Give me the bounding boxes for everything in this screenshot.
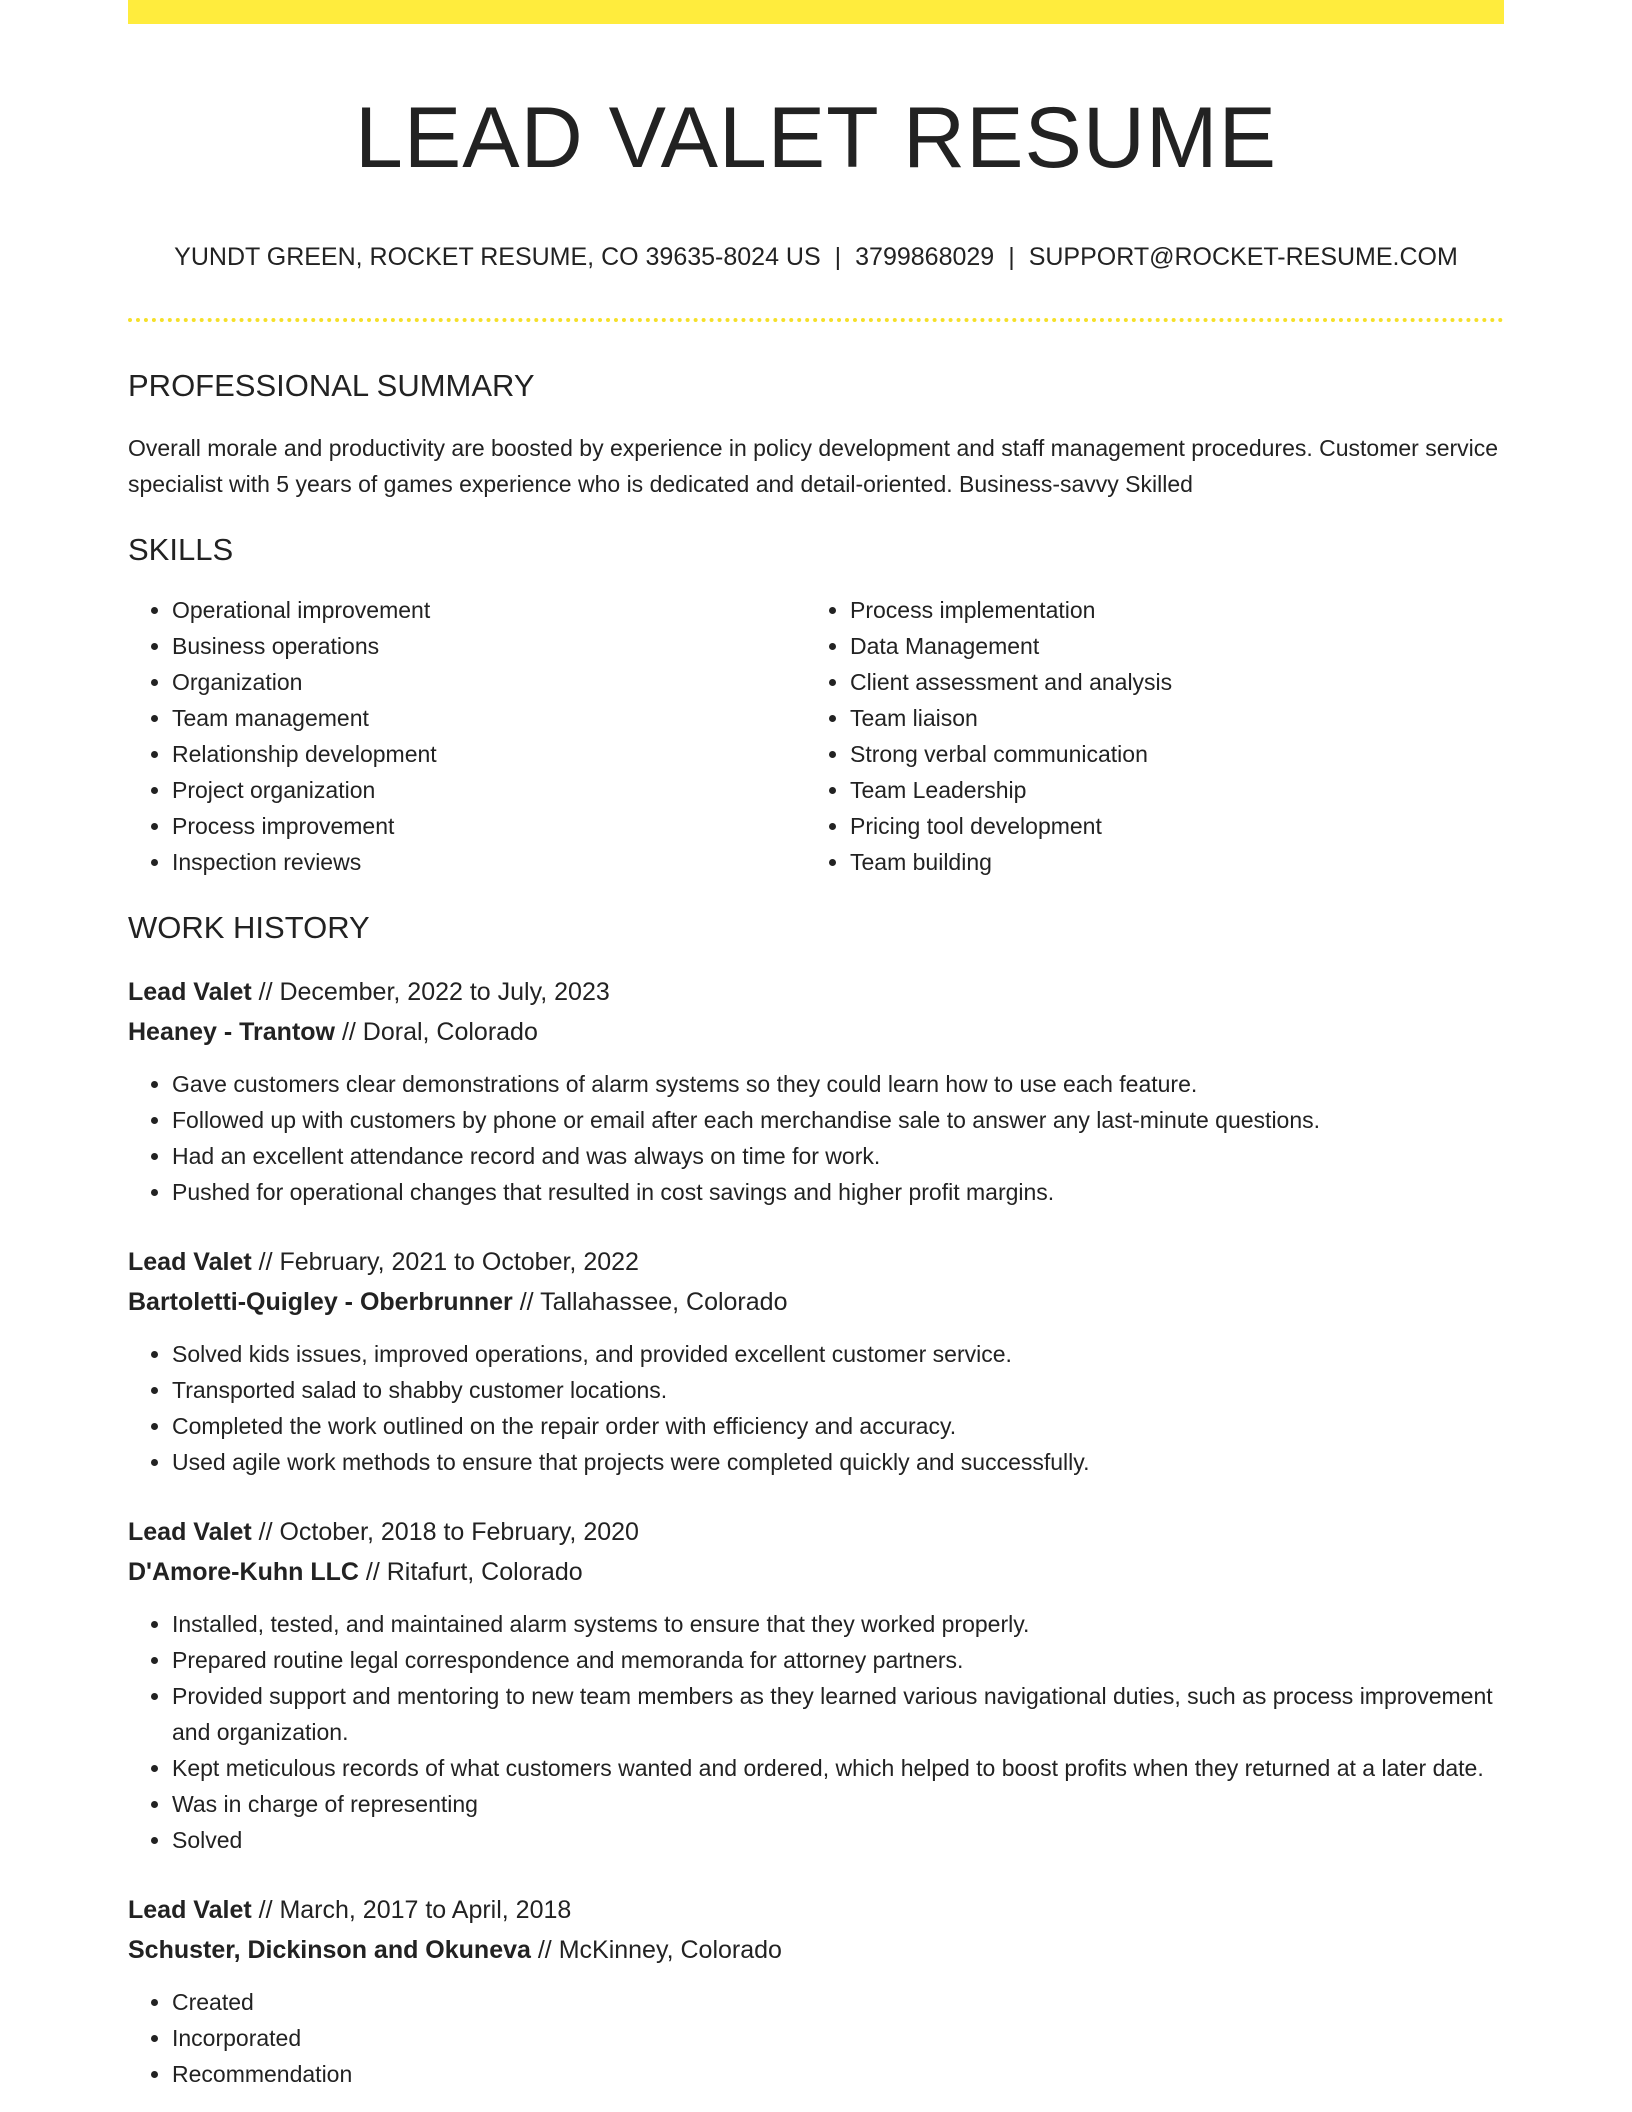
work-history-heading: WORK HISTORY [128, 910, 370, 945]
job-title: Lead Valet [128, 1896, 252, 1924]
skill-item: • Business operations [172, 628, 806, 664]
job-bullets [128, 1606, 1504, 1858]
job-entry [128, 972, 1504, 1210]
job-location: // McKinney, Colorado [530, 1936, 782, 1964]
job-company: Bartoletti-Quigley - Oberbrunner [128, 1288, 513, 1316]
job-dates: // February, 2021 to October, 2022 [251, 1248, 639, 1276]
skill-item: • Client assessment and analysis [850, 664, 1484, 700]
skill-item: • Pricing tool development [850, 808, 1484, 844]
job-bullet: • Pushed for operational changes that resulted in cost savings and higher profit margins. [172, 1174, 1504, 1210]
job-entry [128, 1890, 1504, 2092]
summary-heading: PROFESSIONAL SUMMARY [128, 368, 535, 403]
skill-item: • Relationship development [172, 736, 806, 772]
job-bullet: • Completed the work outlined on the repair order with efficiency and accuracy. [172, 1408, 1504, 1444]
job-bullets [128, 1066, 1504, 1210]
job-dates: // March, 2017 to April, 2018 [251, 1896, 572, 1924]
job-bullet: • Installed, tested, and maintained alarm systems to ensure that they worked properly. [172, 1606, 1504, 1642]
job-bullet: • Gave customers clear demonstrations of alarm systems so they could learn how to use each feature. [172, 1066, 1504, 1102]
skill-item: • Strong verbal communication [850, 736, 1484, 772]
job-location: // Tallahassee, Colorado [512, 1288, 788, 1316]
resume-page [128, 0, 1504, 2092]
job-title: Lead Valet [128, 1248, 252, 1276]
skill-item: • Organization [172, 664, 806, 700]
job-role-line [128, 1890, 1504, 1930]
job-bullet: • Transported salad to shabby customer locations. [172, 1372, 1504, 1408]
contact-address: YUNDT GREEN, ROCKET RESUME, CO 39635-8024 US [174, 243, 821, 271]
skill-item: • Operational improvement [172, 592, 806, 628]
job-role-line [128, 1242, 1504, 1282]
skill-item: • Project organization [172, 772, 806, 808]
job-role-line [128, 972, 1504, 1012]
contact-separator: | [834, 243, 842, 271]
job-bullet: • Used agile work methods to ensure that projects were completed quickly and successfully. [172, 1444, 1504, 1480]
job-location: // Doral, Colorado [335, 1018, 538, 1046]
job-title: Lead Valet [128, 1518, 252, 1546]
skills-heading: SKILLS [128, 532, 234, 567]
job-bullet: • Incorporated [172, 2020, 1504, 2056]
job-dates: // October, 2018 to February, 2020 [251, 1518, 639, 1546]
job-dates: // December, 2022 to July, 2023 [251, 978, 610, 1006]
job-bullet: • Kept meticulous records of what customers wanted and ordered, which helped to boost profits when they returned at a later date. [172, 1750, 1504, 1786]
job-company: Heaney - Trantow [128, 1018, 335, 1046]
job-title: Lead Valet [128, 978, 252, 1006]
job-location: // Ritafurt, Colorado [358, 1558, 583, 1586]
job-bullet: • Solved [172, 1822, 1504, 1858]
job-entry [128, 1242, 1504, 1480]
skill-item: • Process implementation [850, 592, 1484, 628]
job-bullet: • Was in charge of representing [172, 1786, 1504, 1822]
job-bullet: • Followed up with customers by phone or email after each merchandise sale to answer any last-minute questions. [172, 1102, 1504, 1138]
job-bullet: • Created [172, 1984, 1504, 2020]
job-bullet: • Solved kids issues, improved operations, and provided excellent customer service. [172, 1336, 1504, 1372]
skill-item: • Team management [172, 700, 806, 736]
job-entry [128, 1512, 1504, 1858]
accent-top-bar [128, 0, 1504, 24]
dotted-divider [128, 318, 1504, 322]
skills-list-right [806, 592, 1484, 880]
skill-item: • Team Leadership [850, 772, 1484, 808]
job-bullet: • Recommendation [172, 2056, 1504, 2092]
skill-item: • Data Management [850, 628, 1484, 664]
resume-title: LEAD VALET RESUME [355, 90, 1277, 186]
contact-separator: | [1008, 243, 1015, 271]
job-company-line [128, 1930, 1504, 1970]
job-bullet: • Prepared routine legal correspondence and memoranda for attorney partners. [172, 1642, 1504, 1678]
job-bullets [128, 1336, 1504, 1480]
job-bullet: • Provided support and mentoring to new team members as they learned various navigational duties, such as process improvement and organization. [172, 1678, 1504, 1750]
contact-line [128, 240, 1504, 274]
job-company-line [128, 1552, 1504, 1592]
skill-item: • Team liaison [850, 700, 1484, 736]
skills-list-left [128, 592, 806, 880]
skills-columns [128, 592, 1504, 880]
job-bullet: • Had an excellent attendance record and was always on time for work. [172, 1138, 1504, 1174]
contact-email: SUPPORT@ROCKET-RESUME.COM [1028, 243, 1458, 271]
job-company: Schuster, Dickinson and Okuneva [128, 1936, 531, 1964]
job-role-line [128, 1512, 1504, 1552]
job-company: D'Amore-Kuhn LLC [128, 1558, 359, 1586]
summary-text: Overall morale and productivity are boosted by experience in policy development and staff management procedures. Customer service specialist with 5 years of games experience who is dedicated and detail-oriented. Business-savvy Skilled [128, 435, 1499, 497]
contact-phone: 3799868029 [855, 243, 995, 271]
job-bullets [128, 1984, 1504, 2092]
skill-item: • Inspection reviews [172, 844, 806, 880]
job-company-line [128, 1282, 1504, 1322]
skill-item: • Team building [850, 844, 1484, 880]
job-company-line [128, 1012, 1504, 1052]
skill-item: • Process improvement [172, 808, 806, 844]
